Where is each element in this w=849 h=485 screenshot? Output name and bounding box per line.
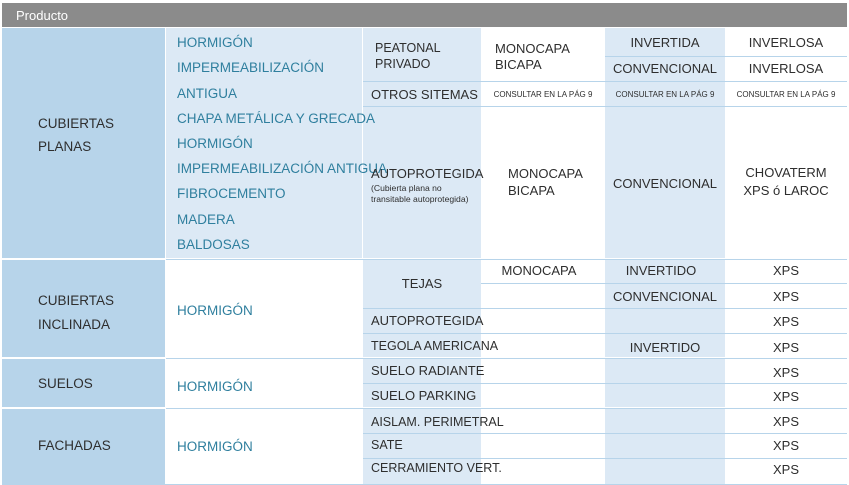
membrane-tejas: MONOCAPA (501, 263, 577, 278)
material-item: CHAPA METÁLICA Y GRECADA (177, 111, 376, 126)
row-line (363, 106, 847, 107)
material-inclinada: HORMIGÓN (177, 303, 253, 318)
material-fachadas: HORMIGÓN (177, 439, 253, 454)
product-invertida: INVERLOSA (748, 35, 824, 50)
row-line (363, 458, 847, 459)
material-item: HORMIGÓN (177, 35, 253, 50)
section-label-suelos: SUELOS (38, 376, 93, 391)
row-line (363, 81, 847, 82)
product-inclinada: XPS (772, 263, 799, 278)
use-sate: SATE (371, 438, 403, 452)
membrane-otros: CONSULTAR EN LA PÁG 9 (493, 90, 593, 99)
row-line (363, 333, 847, 334)
product-autoprotegida-2: XPS ó LAROC (743, 183, 829, 198)
membrane-autoprotegida-2: BICAPA (508, 183, 555, 198)
row-line (166, 358, 847, 359)
product-suelos: XPS (772, 365, 799, 380)
product-fachadas: XPS (772, 438, 799, 453)
type-autoprotegida: CONVENCIONAL (612, 176, 718, 191)
material-item: MADERA (177, 212, 235, 227)
use-autoprotegida-note-1: (Cubierta plana no (371, 183, 442, 193)
row-line (363, 383, 847, 384)
use-aislam-perimetral: AISLAM. PERIMETRAL (371, 415, 504, 429)
product-convencional: INVERLOSA (748, 61, 824, 76)
product-suelos: XPS (772, 389, 799, 404)
row-line (166, 259, 847, 260)
product-fachadas: XPS (772, 462, 799, 477)
use-peatonal-1: PEATONAL (375, 41, 441, 55)
row-line (363, 433, 847, 434)
section-label-cubiertas-planas-1: CUBIERTAS (38, 116, 115, 131)
type-tejas-convencional: CONVENCIONAL (612, 289, 718, 304)
product-inclinada: XPS (772, 314, 799, 329)
use-tegola-americana: TEGOLA AMERICANA (371, 339, 499, 353)
product-otros: CONSULTAR EN LA PÁG 9 (736, 90, 836, 99)
material-item: FIBROCEMENTO (177, 186, 286, 201)
row-line (481, 283, 847, 284)
use-peatonal-2: PRIVADO (375, 57, 431, 71)
row-line (166, 408, 847, 409)
table-header (2, 3, 847, 27)
use-autoprotegida: AUTOPROTEGIDA (371, 166, 484, 181)
use-suelo-radiante: SUELO RADIANTE (371, 363, 485, 378)
material-item: IMPERMEABILIZACIÓN ANTIGUA (177, 161, 388, 176)
row-line (363, 308, 847, 309)
row-line (605, 56, 847, 57)
product-inclinada: XPS (772, 289, 799, 304)
section-label-cubiertas-planas-2: PLANAS (38, 139, 92, 154)
type-tejas-invertido: INVERTIDO (625, 263, 697, 278)
header-title: Producto (16, 8, 69, 23)
type-convencional: CONVENCIONAL (612, 61, 718, 76)
use-autoprotegida-inclinada: AUTOPROTEGIDA (371, 313, 484, 328)
use-suelo-parking: SUELO PARKING (371, 388, 477, 403)
section-label-fachadas: FACHADAS (38, 438, 111, 453)
product-autoprotegida-1: CHOVATERM (745, 165, 827, 180)
membrane-peatonal-2: BICAPA (495, 57, 542, 72)
material-item: BALDOSAS (177, 237, 250, 252)
product-inclinada: XPS (772, 340, 799, 355)
material-item: ANTIGUA (177, 86, 238, 101)
section-label-cubiertas-inclinada-2: INCLINADA (38, 317, 111, 332)
material-suelos: HORMIGÓN (177, 379, 253, 394)
use-tejas: TEJAS (401, 276, 443, 291)
product-fachadas: XPS (772, 414, 799, 429)
type-tegola-invertido: INVERTIDO (629, 340, 701, 355)
use-otros-sistemas: OTROS SITEMAS (371, 87, 478, 102)
use-cerramiento-vert: CERRAMIENTO VERT. (371, 461, 502, 475)
type-otros: CONSULTAR EN LA PÁG 9 (615, 90, 715, 99)
material-item: IMPERMEABILIZACIÓN (177, 60, 325, 75)
type-invertida: INVERTIDA (630, 35, 700, 50)
material-item: HORMIGÓN (177, 136, 253, 151)
section-label-cubiertas-inclinada-1: CUBIERTAS (38, 293, 115, 308)
use-autoprotegida-note-2: transitable autoprotegida) (371, 194, 469, 204)
membrane-peatonal-1: MONOCAPA (495, 41, 570, 56)
membrane-autoprotegida-1: MONOCAPA (508, 166, 583, 181)
